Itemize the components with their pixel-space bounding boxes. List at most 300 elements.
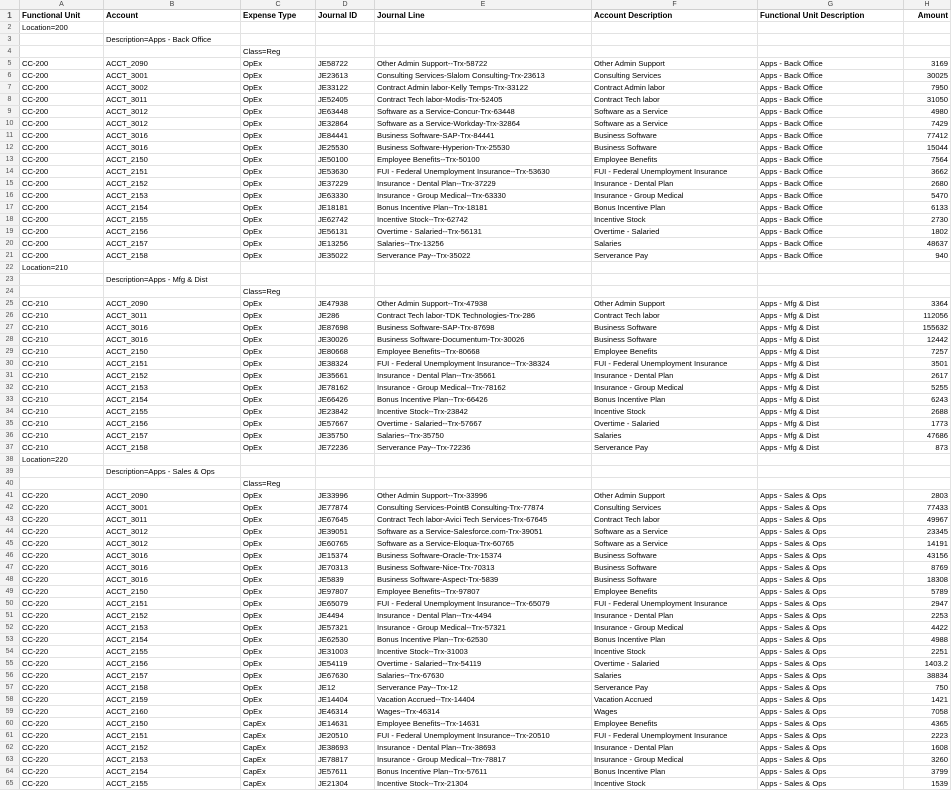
data-cell[interactable]: Apps - Mfg & Dist xyxy=(758,394,904,405)
data-cell[interactable]: Salaries xyxy=(592,670,758,681)
data-cell[interactable]: 2617 xyxy=(904,370,951,381)
data-cell[interactable]: ACCT_2154 xyxy=(104,202,241,213)
empty-cell[interactable] xyxy=(316,34,375,45)
data-cell[interactable]: Apps - Back Office xyxy=(758,82,904,93)
data-cell[interactable]: OpEx xyxy=(241,238,316,249)
data-cell[interactable]: OpEx xyxy=(241,226,316,237)
empty-cell[interactable] xyxy=(104,454,241,465)
description-label[interactable]: Description=Apps - Sales & Ops xyxy=(104,466,241,477)
data-cell[interactable]: Apps - Mfg & Dist xyxy=(758,418,904,429)
data-cell[interactable]: CC-200 xyxy=(20,166,104,177)
row-number[interactable]: 49 xyxy=(0,586,20,597)
data-cell[interactable]: CC-200 xyxy=(20,250,104,261)
data-cell[interactable]: Software as a Service xyxy=(592,538,758,549)
header-cell[interactable]: Expense Type xyxy=(241,10,316,21)
data-cell[interactable]: Apps - Sales & Ops xyxy=(758,586,904,597)
data-cell[interactable]: Business Software-Aspect-Trx-5839 xyxy=(375,574,592,585)
data-cell[interactable]: OpEx xyxy=(241,166,316,177)
data-cell[interactable]: 6243 xyxy=(904,394,951,405)
row-number[interactable]: 48 xyxy=(0,574,20,585)
empty-cell[interactable] xyxy=(316,262,375,273)
data-cell[interactable]: OpEx xyxy=(241,622,316,633)
data-cell[interactable]: Overtime - Salaried--Trx-54119 xyxy=(375,658,592,669)
row-number[interactable]: 58 xyxy=(0,694,20,705)
data-cell[interactable]: CC-220 xyxy=(20,490,104,501)
data-cell[interactable]: Apps - Mfg & Dist xyxy=(758,322,904,333)
data-cell[interactable]: Insurance - Group Medical--Trx-78817 xyxy=(375,754,592,765)
data-cell[interactable]: 77412 xyxy=(904,130,951,141)
data-cell[interactable]: OpEx xyxy=(241,370,316,381)
row-number[interactable]: 59 xyxy=(0,706,20,717)
data-cell[interactable]: 31050 xyxy=(904,94,951,105)
data-cell[interactable]: JE23613 xyxy=(316,70,375,81)
header-cell[interactable]: Functional Unit xyxy=(20,10,104,21)
data-cell[interactable]: 2730 xyxy=(904,214,951,225)
data-cell[interactable]: Apps - Mfg & Dist xyxy=(758,310,904,321)
data-cell[interactable]: CC-220 xyxy=(20,670,104,681)
data-cell[interactable]: 3260 xyxy=(904,754,951,765)
data-cell[interactable]: OpEx xyxy=(241,670,316,681)
data-cell[interactable]: JE50100 xyxy=(316,154,375,165)
data-cell[interactable]: 2947 xyxy=(904,598,951,609)
row-number[interactable]: 26 xyxy=(0,310,20,321)
data-cell[interactable]: JE25530 xyxy=(316,142,375,153)
data-cell[interactable]: OpEx xyxy=(241,682,316,693)
data-cell[interactable]: 3799 xyxy=(904,766,951,777)
row-number[interactable]: 45 xyxy=(0,538,20,549)
data-cell[interactable]: ACCT_2157 xyxy=(104,238,241,249)
empty-cell[interactable] xyxy=(904,34,951,45)
data-cell[interactable]: 2803 xyxy=(904,490,951,501)
data-cell[interactable]: ACCT_2150 xyxy=(104,346,241,357)
empty-cell[interactable] xyxy=(592,274,758,285)
header-cell[interactable]: Account xyxy=(104,10,241,21)
data-cell[interactable]: 49967 xyxy=(904,514,951,525)
data-cell[interactable]: CC-200 xyxy=(20,142,104,153)
data-cell[interactable]: Apps - Sales & Ops xyxy=(758,538,904,549)
data-cell[interactable]: 940 xyxy=(904,250,951,261)
empty-cell[interactable] xyxy=(316,22,375,33)
data-cell[interactable]: OpEx xyxy=(241,658,316,669)
empty-cell[interactable] xyxy=(20,478,104,489)
data-cell[interactable]: CC-220 xyxy=(20,622,104,633)
data-cell[interactable]: ACCT_2150 xyxy=(104,154,241,165)
data-cell[interactable]: ACCT_2151 xyxy=(104,730,241,741)
data-cell[interactable]: JE56131 xyxy=(316,226,375,237)
data-cell[interactable]: Apps - Mfg & Dist xyxy=(758,430,904,441)
data-cell[interactable]: OpEx xyxy=(241,70,316,81)
data-cell[interactable]: JE286 xyxy=(316,310,375,321)
empty-cell[interactable] xyxy=(592,34,758,45)
data-cell[interactable]: 7058 xyxy=(904,706,951,717)
data-cell[interactable]: Incentive Stock xyxy=(592,406,758,417)
data-cell[interactable]: ACCT_3011 xyxy=(104,94,241,105)
location-label[interactable]: Location=200 xyxy=(20,22,104,33)
data-cell[interactable]: CC-210 xyxy=(20,334,104,345)
data-cell[interactable]: Apps - Back Office xyxy=(758,118,904,129)
data-cell[interactable]: 4422 xyxy=(904,622,951,633)
data-cell[interactable]: Bonus Incentive Plan xyxy=(592,634,758,645)
row-number[interactable]: 4 xyxy=(0,46,20,57)
row-number[interactable]: 54 xyxy=(0,646,20,657)
data-cell[interactable]: Incentive Stock xyxy=(592,778,758,789)
data-cell[interactable]: ACCT_2155 xyxy=(104,646,241,657)
data-cell[interactable]: ACCT_2159 xyxy=(104,694,241,705)
data-cell[interactable]: 30025 xyxy=(904,70,951,81)
data-cell[interactable]: JE47938 xyxy=(316,298,375,309)
row-number[interactable]: 42 xyxy=(0,502,20,513)
data-cell[interactable]: OpEx xyxy=(241,550,316,561)
data-cell[interactable]: 7257 xyxy=(904,346,951,357)
data-cell[interactable]: CC-210 xyxy=(20,430,104,441)
data-cell[interactable]: Insurance - Group Medical xyxy=(592,754,758,765)
row-number[interactable]: 9 xyxy=(0,106,20,117)
data-cell[interactable]: Apps - Mfg & Dist xyxy=(758,334,904,345)
data-cell[interactable]: Vacation Accrued xyxy=(592,694,758,705)
data-cell[interactable]: Insurance - Dental Plan--Trx-4494 xyxy=(375,610,592,621)
data-cell[interactable]: 4988 xyxy=(904,634,951,645)
data-cell[interactable]: Apps - Sales & Ops xyxy=(758,622,904,633)
data-cell[interactable]: Insurance - Dental Plan xyxy=(592,178,758,189)
data-cell[interactable]: CC-210 xyxy=(20,358,104,369)
data-cell[interactable]: CC-200 xyxy=(20,178,104,189)
empty-cell[interactable] xyxy=(758,454,904,465)
column-header-e[interactable]: E xyxy=(375,0,592,9)
data-cell[interactable]: ACCT_2153 xyxy=(104,754,241,765)
data-cell[interactable]: Contract Admin labor xyxy=(592,82,758,93)
data-cell[interactable]: ACCT_2155 xyxy=(104,406,241,417)
data-cell[interactable]: 7950 xyxy=(904,82,951,93)
data-cell[interactable]: JE80668 xyxy=(316,346,375,357)
data-cell[interactable]: Bonus Incentive Plan xyxy=(592,202,758,213)
row-number[interactable]: 62 xyxy=(0,742,20,753)
row-number[interactable]: 47 xyxy=(0,562,20,573)
empty-cell[interactable] xyxy=(316,46,375,57)
data-cell[interactable]: Other Admin Support xyxy=(592,490,758,501)
data-cell[interactable]: CapEx xyxy=(241,754,316,765)
empty-cell[interactable] xyxy=(375,46,592,57)
data-cell[interactable]: CC-210 xyxy=(20,418,104,429)
data-cell[interactable]: CC-220 xyxy=(20,682,104,693)
data-cell[interactable]: Insurance - Group Medical xyxy=(592,190,758,201)
empty-cell[interactable] xyxy=(316,286,375,297)
row-number[interactable]: 22 xyxy=(0,262,20,273)
class-label[interactable]: Class=Reg xyxy=(241,286,316,297)
data-cell[interactable]: ACCT_2153 xyxy=(104,622,241,633)
data-cell[interactable]: CC-200 xyxy=(20,190,104,201)
data-cell[interactable]: Overtime - Salaried xyxy=(592,226,758,237)
data-cell[interactable]: 47686 xyxy=(904,430,951,441)
data-cell[interactable]: CC-220 xyxy=(20,514,104,525)
data-cell[interactable]: Business Software xyxy=(592,334,758,345)
empty-cell[interactable] xyxy=(375,286,592,297)
row-number[interactable]: 65 xyxy=(0,778,20,789)
data-cell[interactable]: Consulting Services-Slalom Consulting-Trx-23613 xyxy=(375,70,592,81)
data-cell[interactable]: 2688 xyxy=(904,406,951,417)
data-cell[interactable]: ACCT_2157 xyxy=(104,670,241,681)
data-cell[interactable]: ACCT_2155 xyxy=(104,214,241,225)
data-cell[interactable]: OpEx xyxy=(241,322,316,333)
data-cell[interactable]: Insurance - Group Medical--Trx-63330 xyxy=(375,190,592,201)
empty-cell[interactable] xyxy=(104,286,241,297)
data-cell[interactable]: CC-220 xyxy=(20,610,104,621)
header-cell[interactable]: Functional Unit Description xyxy=(758,10,904,21)
data-cell[interactable]: 5255 xyxy=(904,382,951,393)
row-number[interactable]: 52 xyxy=(0,622,20,633)
data-cell[interactable]: 112056 xyxy=(904,310,951,321)
empty-cell[interactable] xyxy=(592,454,758,465)
empty-cell[interactable] xyxy=(104,478,241,489)
data-cell[interactable]: ACCT_2152 xyxy=(104,742,241,753)
data-cell[interactable]: ACCT_2160 xyxy=(104,706,241,717)
data-cell[interactable]: OpEx xyxy=(241,154,316,165)
data-cell[interactable]: JE18181 xyxy=(316,202,375,213)
data-cell[interactable]: FUI - Federal Unemployment Insurance xyxy=(592,166,758,177)
data-cell[interactable]: 15044 xyxy=(904,142,951,153)
location-label[interactable]: Location=220 xyxy=(20,454,104,465)
data-cell[interactable]: JE84441 xyxy=(316,130,375,141)
data-cell[interactable]: ACCT_3012 xyxy=(104,106,241,117)
data-cell[interactable]: Overtime - Salaried xyxy=(592,418,758,429)
data-cell[interactable]: 1539 xyxy=(904,778,951,789)
data-cell[interactable]: Salaries--Trx-13256 xyxy=(375,238,592,249)
data-cell[interactable]: CC-200 xyxy=(20,130,104,141)
data-cell[interactable]: Business Software xyxy=(592,130,758,141)
data-cell[interactable]: OpEx xyxy=(241,58,316,69)
row-number[interactable]: 55 xyxy=(0,658,20,669)
data-cell[interactable]: CC-220 xyxy=(20,742,104,753)
empty-cell[interactable] xyxy=(241,274,316,285)
data-cell[interactable]: JE15374 xyxy=(316,550,375,561)
row-number[interactable]: 56 xyxy=(0,670,20,681)
data-cell[interactable]: JE57321 xyxy=(316,622,375,633)
row-number[interactable]: 63 xyxy=(0,754,20,765)
row-number[interactable]: 18 xyxy=(0,214,20,225)
data-cell[interactable]: CC-220 xyxy=(20,754,104,765)
data-cell[interactable]: ACCT_3016 xyxy=(104,334,241,345)
data-cell[interactable]: Business Software-SAP-Trx-84441 xyxy=(375,130,592,141)
row-number[interactable]: 12 xyxy=(0,142,20,153)
row-number[interactable]: 31 xyxy=(0,370,20,381)
data-cell[interactable]: CC-220 xyxy=(20,550,104,561)
data-cell[interactable]: OpEx xyxy=(241,94,316,105)
empty-cell[interactable] xyxy=(20,466,104,477)
data-cell[interactable]: ACCT_3016 xyxy=(104,142,241,153)
row-number[interactable]: 44 xyxy=(0,526,20,537)
row-number[interactable]: 3 xyxy=(0,34,20,45)
data-cell[interactable]: FUI - Federal Unemployment Insurance xyxy=(592,730,758,741)
row-number[interactable]: 64 xyxy=(0,766,20,777)
data-cell[interactable]: 12442 xyxy=(904,334,951,345)
data-cell[interactable]: CC-210 xyxy=(20,322,104,333)
data-cell[interactable]: Wages--Trx-46314 xyxy=(375,706,592,717)
data-cell[interactable]: CC-220 xyxy=(20,574,104,585)
data-cell[interactable]: OpEx xyxy=(241,142,316,153)
data-cell[interactable]: CapEx xyxy=(241,766,316,777)
data-cell[interactable]: Apps - Mfg & Dist xyxy=(758,346,904,357)
data-cell[interactable]: 1403.2 xyxy=(904,658,951,669)
empty-cell[interactable] xyxy=(316,274,375,285)
data-cell[interactable]: JE97807 xyxy=(316,586,375,597)
data-cell[interactable]: Serverance Pay--Trx-35022 xyxy=(375,250,592,261)
empty-cell[interactable] xyxy=(104,46,241,57)
row-number[interactable]: 30 xyxy=(0,358,20,369)
data-cell[interactable]: 77433 xyxy=(904,502,951,513)
data-cell[interactable]: ACCT_3011 xyxy=(104,514,241,525)
empty-cell[interactable] xyxy=(316,454,375,465)
data-cell[interactable]: ACCT_3016 xyxy=(104,562,241,573)
data-cell[interactable]: Other Admin Support xyxy=(592,298,758,309)
empty-cell[interactable] xyxy=(241,466,316,477)
data-cell[interactable]: JE67630 xyxy=(316,670,375,681)
data-cell[interactable]: Apps - Mfg & Dist xyxy=(758,370,904,381)
data-cell[interactable]: Apps - Sales & Ops xyxy=(758,730,904,741)
empty-cell[interactable] xyxy=(592,478,758,489)
data-cell[interactable]: Overtime - Salaried--Trx-56131 xyxy=(375,226,592,237)
row-number[interactable]: 5 xyxy=(0,58,20,69)
data-cell[interactable]: Software as a Service xyxy=(592,106,758,117)
data-cell[interactable]: OpEx xyxy=(241,298,316,309)
data-cell[interactable]: JE70313 xyxy=(316,562,375,573)
data-cell[interactable]: Salaries xyxy=(592,430,758,441)
data-cell[interactable]: 3169 xyxy=(904,58,951,69)
row-number[interactable]: 20 xyxy=(0,238,20,249)
data-cell[interactable]: Consulting Services xyxy=(592,70,758,81)
data-cell[interactable]: OpEx xyxy=(241,562,316,573)
data-cell[interactable]: 23345 xyxy=(904,526,951,537)
empty-cell[interactable] xyxy=(20,46,104,57)
data-cell[interactable]: JE13256 xyxy=(316,238,375,249)
data-cell[interactable]: Consulting Services xyxy=(592,502,758,513)
data-cell[interactable]: Business Software-Documentum-Trx-30026 xyxy=(375,334,592,345)
data-cell[interactable]: JE38693 xyxy=(316,742,375,753)
data-cell[interactable]: OpEx xyxy=(241,574,316,585)
data-cell[interactable]: Serverance Pay xyxy=(592,250,758,261)
row-number[interactable]: 11 xyxy=(0,130,20,141)
data-cell[interactable]: Employee Benefits--Trx-14631 xyxy=(375,718,592,729)
data-cell[interactable]: JE21304 xyxy=(316,778,375,789)
data-cell[interactable]: Apps - Back Office xyxy=(758,238,904,249)
data-cell[interactable]: Apps - Back Office xyxy=(758,250,904,261)
data-cell[interactable]: Apps - Sales & Ops xyxy=(758,694,904,705)
data-cell[interactable]: Apps - Sales & Ops xyxy=(758,778,904,789)
row-number[interactable]: 17 xyxy=(0,202,20,213)
data-cell[interactable]: 3501 xyxy=(904,358,951,369)
data-cell[interactable]: Vacation Accrued--Trx-14404 xyxy=(375,694,592,705)
data-cell[interactable]: Incentive Stock--Trx-21304 xyxy=(375,778,592,789)
data-cell[interactable]: CapEx xyxy=(241,730,316,741)
data-cell[interactable]: CC-200 xyxy=(20,202,104,213)
empty-cell[interactable] xyxy=(758,34,904,45)
data-cell[interactable]: ACCT_2090 xyxy=(104,298,241,309)
data-cell[interactable]: OpEx xyxy=(241,538,316,549)
data-cell[interactable]: OpEx xyxy=(241,82,316,93)
data-cell[interactable]: Overtime - Salaried--Trx-57667 xyxy=(375,418,592,429)
data-cell[interactable]: Apps - Back Office xyxy=(758,58,904,69)
row-number[interactable]: 37 xyxy=(0,442,20,453)
data-cell[interactable]: Employee Benefits xyxy=(592,346,758,357)
data-cell[interactable]: Bonus Incentive Plan--Trx-66426 xyxy=(375,394,592,405)
data-cell[interactable]: CC-210 xyxy=(20,382,104,393)
data-cell[interactable]: ACCT_2152 xyxy=(104,370,241,381)
empty-cell[interactable] xyxy=(904,286,951,297)
row-number[interactable]: 23 xyxy=(0,274,20,285)
data-cell[interactable]: OpEx xyxy=(241,214,316,225)
data-cell[interactable]: Insurance - Dental Plan xyxy=(592,742,758,753)
data-cell[interactable]: Business Software xyxy=(592,574,758,585)
row-number[interactable]: 29 xyxy=(0,346,20,357)
data-cell[interactable]: Apps - Sales & Ops xyxy=(758,658,904,669)
data-cell[interactable]: Apps - Mfg & Dist xyxy=(758,382,904,393)
row-number[interactable]: 13 xyxy=(0,154,20,165)
data-cell[interactable]: CC-210 xyxy=(20,310,104,321)
empty-cell[interactable] xyxy=(375,478,592,489)
empty-cell[interactable] xyxy=(904,274,951,285)
data-cell[interactable]: CapEx xyxy=(241,778,316,789)
data-cell[interactable]: JE58722 xyxy=(316,58,375,69)
data-cell[interactable]: 1802 xyxy=(904,226,951,237)
data-cell[interactable]: 2223 xyxy=(904,730,951,741)
empty-cell[interactable] xyxy=(592,46,758,57)
data-cell[interactable]: ACCT_3012 xyxy=(104,118,241,129)
data-cell[interactable]: CC-220 xyxy=(20,562,104,573)
data-cell[interactable]: Apps - Sales & Ops xyxy=(758,514,904,525)
data-cell[interactable]: CC-220 xyxy=(20,706,104,717)
data-cell[interactable]: ACCT_3011 xyxy=(104,310,241,321)
empty-cell[interactable] xyxy=(904,478,951,489)
data-cell[interactable]: CC-200 xyxy=(20,58,104,69)
row-number[interactable]: 32 xyxy=(0,382,20,393)
data-cell[interactable]: OpEx xyxy=(241,406,316,417)
row-number[interactable]: 36 xyxy=(0,430,20,441)
data-cell[interactable]: ACCT_2154 xyxy=(104,766,241,777)
data-cell[interactable]: JE46314 xyxy=(316,706,375,717)
row-number[interactable]: 60 xyxy=(0,718,20,729)
data-cell[interactable]: Apps - Sales & Ops xyxy=(758,706,904,717)
data-cell[interactable]: JE38324 xyxy=(316,358,375,369)
data-cell[interactable]: OpEx xyxy=(241,190,316,201)
row-number[interactable]: 25 xyxy=(0,298,20,309)
data-cell[interactable]: Apps - Sales & Ops xyxy=(758,670,904,681)
data-cell[interactable]: JE57611 xyxy=(316,766,375,777)
data-cell[interactable]: Insurance - Dental Plan xyxy=(592,610,758,621)
data-cell[interactable]: Contract Tech labor-Avici Tech Services-Trx-67645 xyxy=(375,514,592,525)
data-cell[interactable]: Apps - Sales & Ops xyxy=(758,574,904,585)
data-cell[interactable]: Apps - Sales & Ops xyxy=(758,526,904,537)
empty-cell[interactable] xyxy=(904,454,951,465)
data-cell[interactable]: OpEx xyxy=(241,502,316,513)
data-cell[interactable]: CC-210 xyxy=(20,298,104,309)
data-cell[interactable]: CC-210 xyxy=(20,394,104,405)
data-cell[interactable]: JE37229 xyxy=(316,178,375,189)
data-cell[interactable]: FUI - Federal Unemployment Insurance--Trx-65079 xyxy=(375,598,592,609)
data-cell[interactable]: Bonus Incentive Plan--Trx-62530 xyxy=(375,634,592,645)
data-cell[interactable]: CC-220 xyxy=(20,778,104,789)
empty-cell[interactable] xyxy=(375,262,592,273)
data-cell[interactable]: Insurance - Group Medical xyxy=(592,382,758,393)
data-cell[interactable]: OpEx xyxy=(241,442,316,453)
data-cell[interactable]: JE52405 xyxy=(316,94,375,105)
data-cell[interactable]: JE78162 xyxy=(316,382,375,393)
data-cell[interactable]: CC-200 xyxy=(20,82,104,93)
header-cell[interactable]: Account Description xyxy=(592,10,758,21)
data-cell[interactable]: Serverance Pay--Trx-72236 xyxy=(375,442,592,453)
data-cell[interactable]: OpEx xyxy=(241,490,316,501)
empty-cell[interactable] xyxy=(758,274,904,285)
data-cell[interactable]: Business Software xyxy=(592,550,758,561)
empty-cell[interactable] xyxy=(904,46,951,57)
data-cell[interactable]: Contract Tech labor-TDK Technologies-Trx-286 xyxy=(375,310,592,321)
